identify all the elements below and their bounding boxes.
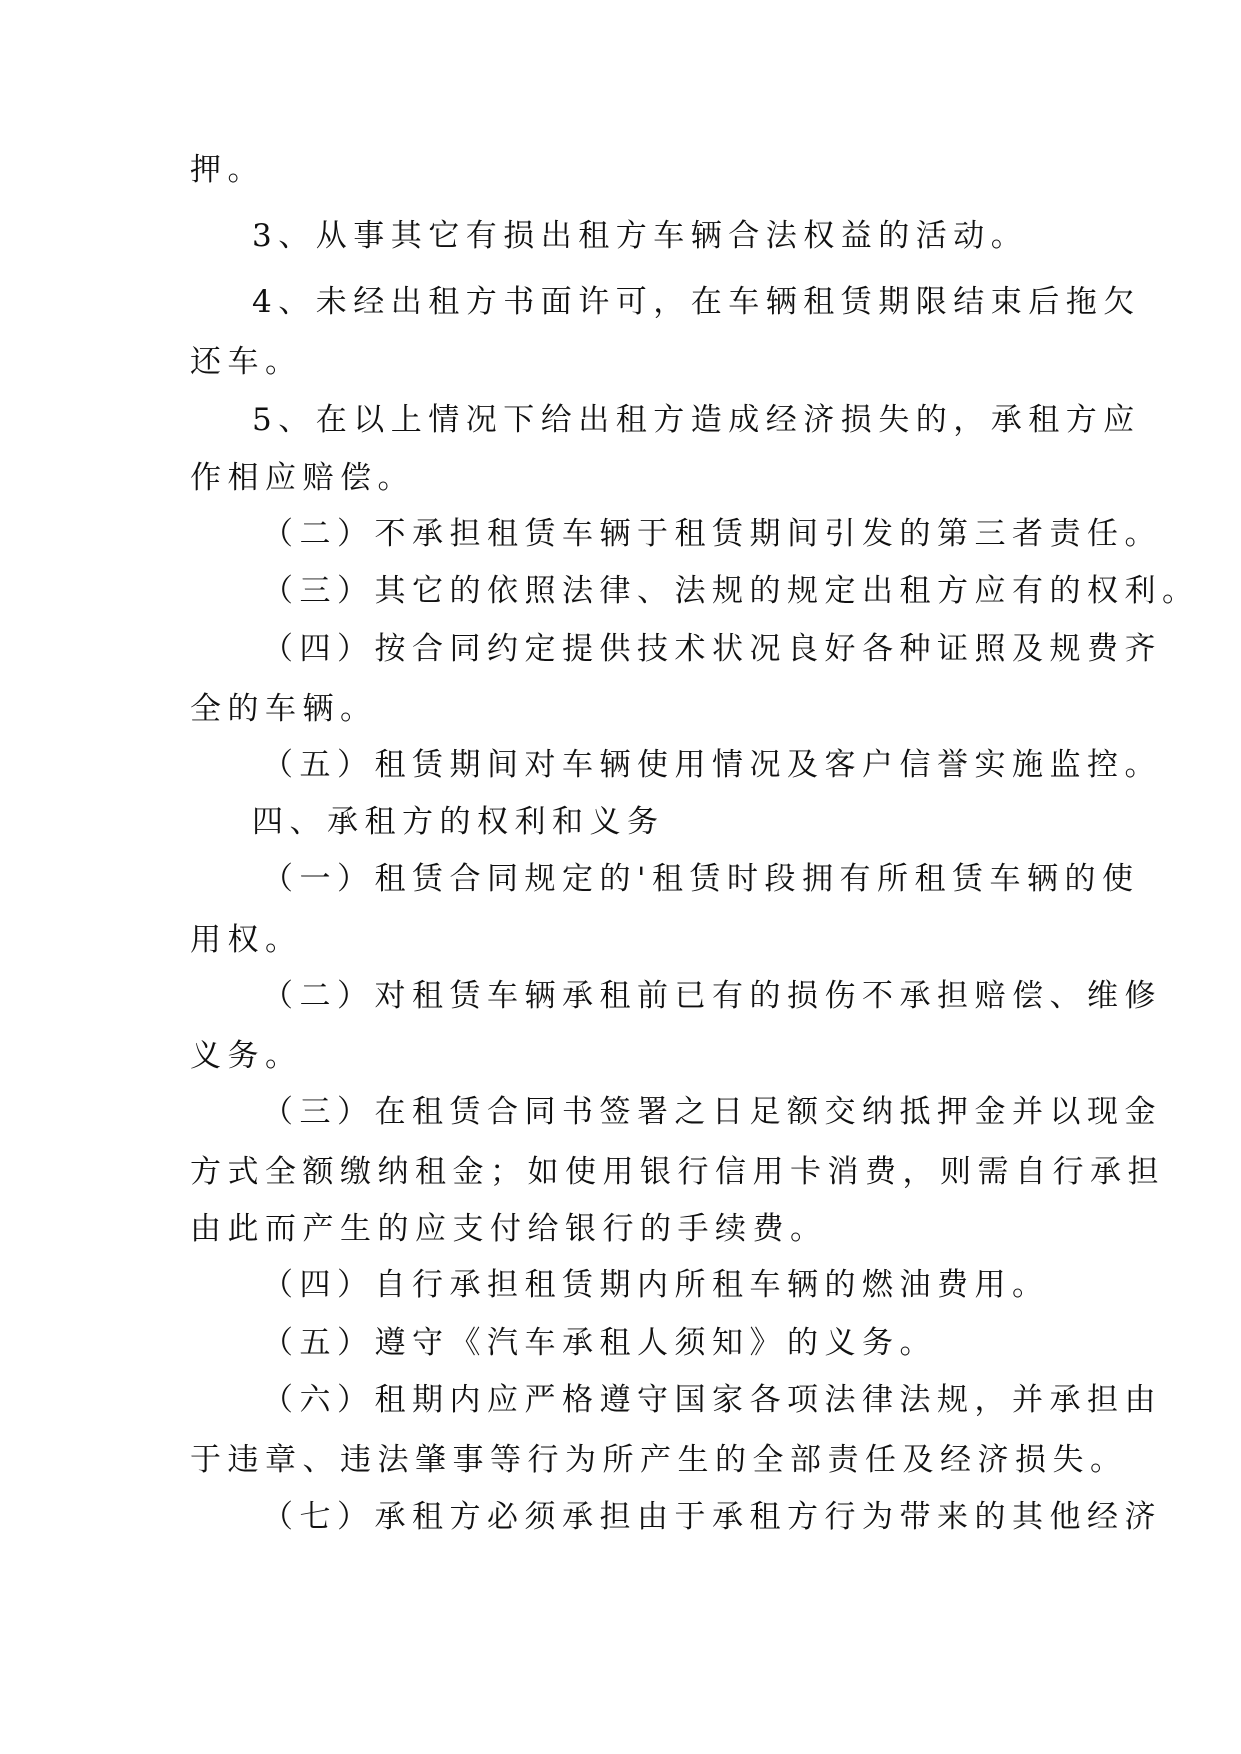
- text-line: 于违章、违法肇事等行为所产生的全部责任及经济损失。: [190, 1442, 1128, 1478]
- text-line: 方式全额缴纳租金；如使用银行信用卡消费，则需自行承担: [190, 1154, 1165, 1190]
- text-line: 全的车辆。: [190, 691, 378, 727]
- text-line: （四）按合同约定提供技术状况良好各种证照及规费齐: [262, 631, 1162, 667]
- text-line: （五）遵守《汽车承租人须知》的义务。: [262, 1325, 937, 1361]
- text-line: （一）租赁合同规定的'租赁时段拥有所租赁车辆的使: [262, 861, 1140, 897]
- text-line: （四）自行承担租赁期内所租车辆的燃油费用。: [262, 1267, 1050, 1303]
- text-line: （三）其它的依照法律、法规的规定出租方应有的权利。: [262, 573, 1200, 609]
- text-line: 押。: [190, 152, 265, 188]
- text-line: 还车。: [190, 344, 303, 380]
- section-heading: 四、承租方的权利和义务: [252, 804, 665, 840]
- text-line: （二）不承担租赁车辆于租赁期间引发的第三者责任。: [262, 516, 1162, 552]
- text-line: （六）租期内应严格遵守国家各项法律法规，并承担由: [262, 1382, 1162, 1418]
- text-line: 由此而产生的应支付给银行的手续费。: [190, 1211, 828, 1247]
- text-line: 4、未经出租方书面许可，在车辆租赁期限结束后拖欠: [252, 284, 1141, 320]
- text-line: 作相应赔偿。: [190, 460, 415, 496]
- text-line: 3、从事其它有损出租方车辆合法权益的活动。: [252, 218, 1029, 254]
- text-line: 义务。: [190, 1038, 303, 1074]
- text-line: （二）对租赁车辆承租前已有的损伤不承担赔偿、维修: [262, 978, 1162, 1014]
- text-line: 5、在以上情况下给出租方造成经济损失的，承租方应: [252, 402, 1141, 438]
- text-line: （七）承租方必须承担由于承租方行为带来的其他经济: [262, 1499, 1162, 1535]
- text-line: 用权。: [190, 922, 303, 958]
- text-line: （三）在租赁合同书签署之日足额交纳抵押金并以现金: [262, 1094, 1162, 1130]
- text-line: （五）租赁期间对车辆使用情况及客户信誉实施监控。: [262, 747, 1162, 783]
